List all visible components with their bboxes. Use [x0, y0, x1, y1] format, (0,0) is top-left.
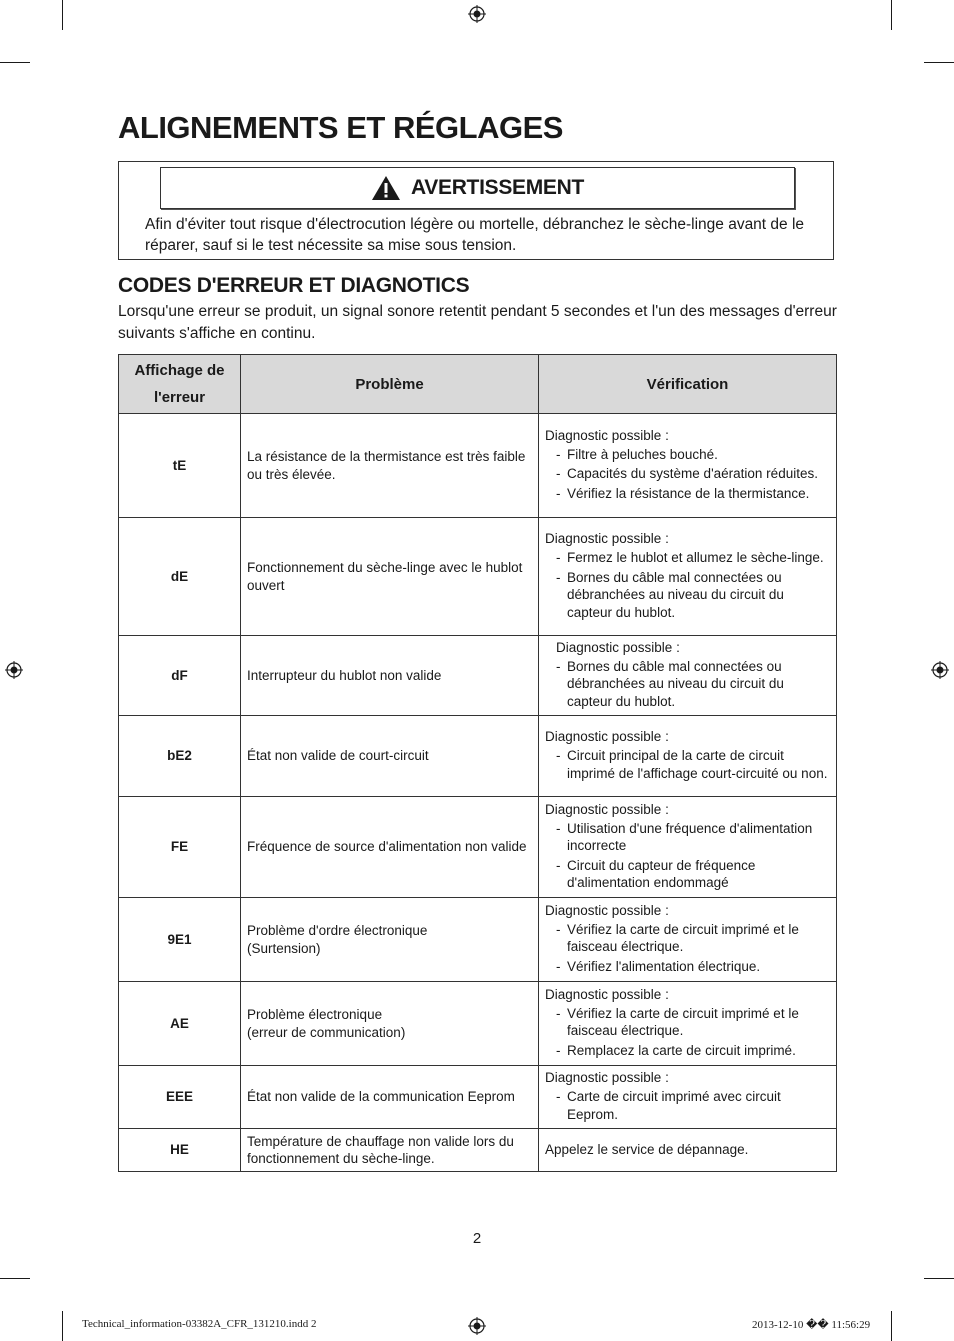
crop-mark — [62, 1311, 63, 1341]
error-code: HE — [119, 1129, 241, 1172]
header-verification: Vérification — [539, 355, 837, 414]
problem-text: Température de chauffage non valide lors du fonctionnement du sèche-linge. — [241, 1129, 539, 1172]
crop-mark — [924, 62, 954, 63]
error-code: FE — [119, 797, 241, 898]
table-row — [119, 518, 837, 636]
table-header-row — [119, 355, 837, 414]
problem-text: Fréquence de source d'alimentation non valide — [241, 797, 539, 898]
error-code: bE2 — [119, 716, 241, 797]
table-row — [119, 797, 837, 898]
verification-cell — [539, 797, 837, 898]
problem-text: Problème électronique — [247, 1007, 383, 1022]
error-code: EEE — [119, 1066, 241, 1129]
section-intro: Lorsqu'une erreur se produit, un signal sonore retentit pendant 5 secondes et l'un des messages d'erreur suivants s'affiche en continu. — [118, 303, 837, 342]
diagnostic-label: Diagnostic possible : — [545, 801, 669, 817]
diagnostic-label: Diagnostic possible : — [556, 639, 680, 655]
verification-text: Appelez le service de dépannage. — [539, 1129, 837, 1172]
check-item: - Remplacez la carte de circuit imprimé. — [545, 1042, 830, 1060]
registration-mark-icon — [468, 1317, 486, 1335]
footer-file-name: Technical_information-03382A_CFR_131210.indd 2 — [82, 1318, 317, 1330]
crop-mark — [0, 62, 30, 63]
check-item: - Utilisation d'une fréquence d'alimentation incorrecte — [545, 820, 830, 855]
crop-mark — [924, 1278, 954, 1279]
error-codes-table — [118, 354, 837, 1172]
crop-mark — [891, 0, 892, 30]
warning-text: Afin d'éviter tout risque d'électrocution légère ou mortelle, débranchez le sèche-linge avant de le réparer, sauf si le test nécessite sa mise sous tension. — [145, 216, 805, 254]
verification-cell — [539, 1066, 837, 1129]
problem-text: Problème d'ordre électronique — [247, 923, 428, 938]
check-item: - Vérifiez la carte de circuit imprimé et le faisceau électrique. — [545, 921, 830, 956]
check-item: - Carte de circuit imprimé avec circuit Eeprom. — [545, 1088, 830, 1123]
warning-heading: AVERTISSEMENT — [410, 176, 585, 199]
diagnostic-label: Diagnostic possible : — [545, 427, 669, 443]
warning-triangle-icon — [371, 175, 401, 201]
crop-mark — [891, 1311, 892, 1341]
crop-mark — [0, 1278, 30, 1279]
check-item: - Fermez le hublot et allumez le sèche-linge. — [545, 549, 830, 567]
error-code: AE — [119, 982, 241, 1066]
header-error-display: Affichage de l'erreur — [119, 355, 241, 414]
diagnostic-label: Diagnostic possible : — [545, 1070, 669, 1085]
check-item: - Circuit principal de la carte de circuit imprimé de l'affichage court-circuité ou non. — [545, 747, 830, 782]
verification-cell — [539, 414, 837, 518]
check-item: - Capacités du système d'aération réduites. — [545, 465, 830, 483]
error-code: 9E1 — [119, 898, 241, 982]
registration-mark-icon — [468, 5, 486, 23]
footer-timestamp: 2013-12-10 �� 11:56:29 — [752, 1319, 871, 1331]
diagnostic-label: Diagnostic possible : — [545, 531, 669, 546]
registration-mark-icon — [5, 661, 23, 679]
registration-mark-icon — [931, 661, 949, 679]
problem-detail: (erreur de communication) — [247, 1024, 406, 1040]
problem-text: État non valide de la communication Eeprom — [241, 1066, 539, 1129]
diagnostic-label: Diagnostic possible : — [545, 902, 669, 918]
verification-cell — [539, 982, 837, 1066]
table-row — [119, 636, 837, 716]
crop-mark — [62, 0, 63, 30]
error-code: dF — [119, 636, 241, 716]
problem-text: Fonctionnement du sèche-linge avec le hublot ouvert — [241, 518, 539, 636]
page-number: 2 — [472, 1230, 482, 1247]
error-code: dE — [119, 518, 241, 636]
check-item: - Bornes du câble mal connectées ou débranchées au niveau du circuit du capteur du hublot. — [545, 569, 830, 622]
diagnostic-label: Diagnostic possible : — [545, 986, 669, 1002]
verification-cell — [539, 716, 837, 797]
table-row — [119, 1129, 837, 1172]
problem-text: La résistance de la thermistance est très faible ou très élevée. — [241, 414, 539, 518]
header-problem: Problème — [241, 355, 539, 414]
diagnostic-label: Diagnostic possible : — [545, 729, 669, 744]
table-row — [119, 716, 837, 797]
warning-header — [160, 167, 795, 209]
error-code: tE — [119, 414, 241, 518]
check-item: - Vérifiez la carte de circuit imprimé et le faisceau électrique. — [545, 1005, 830, 1040]
check-item: - Bornes du câble mal connectées ou débranchées au niveau du circuit du capteur du hublot. — [545, 658, 830, 711]
table-row — [119, 414, 837, 518]
problem-cell — [241, 898, 539, 982]
table-row — [119, 898, 837, 982]
check-item: - Filtre à peluches bouché. — [545, 446, 830, 464]
verification-cell — [539, 518, 837, 636]
section-title: CODES D'ERREUR ET DIAGNOTICS — [118, 274, 470, 297]
check-item: - Vérifiez l'alimentation électrique. — [545, 958, 830, 976]
check-item: - Vérifiez la résistance de la thermistance. — [545, 485, 830, 503]
verification-cell — [539, 636, 837, 716]
table-row — [119, 1066, 837, 1129]
warning-box — [118, 161, 834, 260]
problem-text: État non valide de court-circuit — [241, 716, 539, 797]
verification-cell — [539, 898, 837, 982]
problem-cell — [241, 982, 539, 1066]
check-item: - Circuit du capteur de fréquence d'alimentation endommagé — [545, 857, 830, 892]
problem-detail: (Surtension) — [247, 940, 321, 956]
table-row — [119, 982, 837, 1066]
problem-text: Interrupteur du hublot non valide — [241, 636, 539, 716]
page-title: ALIGNEMENTS ET RÉGLAGES — [118, 110, 563, 145]
